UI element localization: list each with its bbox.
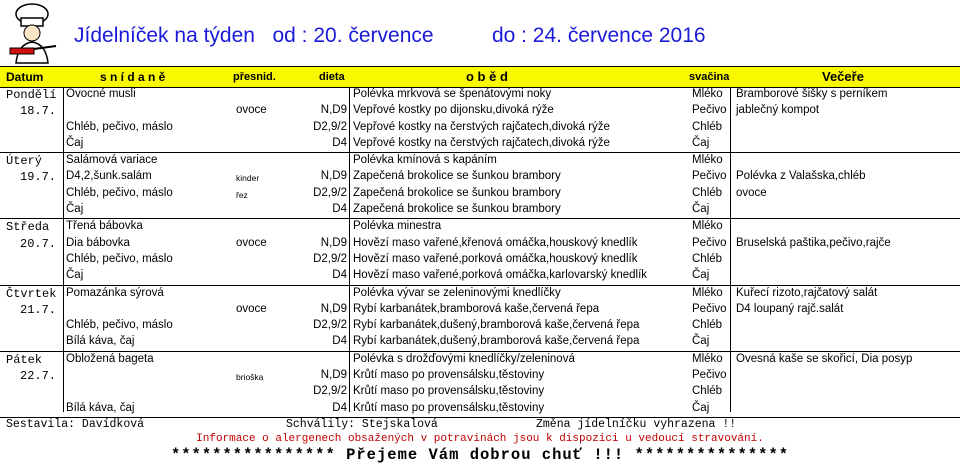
dieta-cell: N,D9 — [320, 236, 347, 249]
dieta-cell: D2,9/2 — [313, 252, 347, 265]
snidane-cell: Čaj — [66, 136, 84, 149]
day-block — [0, 286, 960, 352]
dieta-cell: D4 — [332, 401, 347, 414]
svacina-cell: Chléb — [692, 385, 723, 398]
vecere-cell: jablečný kompot — [736, 104, 820, 117]
snidane-cell: Salámová variace — [66, 154, 158, 167]
svacina-cell: Pečivo — [692, 236, 727, 249]
snidane-cell: Pomazánka sýrová — [66, 286, 164, 299]
day-date: 20.7. — [20, 236, 57, 251]
obed-cell: Krůtí maso po provensálsku,těstoviny — [353, 369, 545, 382]
presnid-cell: kinder — [236, 173, 260, 184]
snidane-cell: Bílá káva, čaj — [66, 335, 135, 348]
column-divider — [349, 87, 350, 412]
snidane-cell: Bílá káva, čaj — [66, 401, 135, 414]
vecere-cell: Polévka z Valašska,chléb — [736, 170, 866, 183]
table-row — [0, 334, 960, 350]
col-obed: o b ě d — [466, 69, 508, 84]
obed-cell: Hovězí maso vařené,porková omáčka,houskový knedlík — [353, 252, 638, 265]
snidane-cell: D4,2,šunk.salám — [66, 170, 152, 183]
dieta-cell: N,D9 — [320, 369, 347, 382]
snidane-cell: Třená bábovka — [66, 220, 143, 233]
col-snidane: s n í d a n ě — [100, 70, 166, 84]
presnid-cell: řez — [236, 189, 248, 200]
table-row — [0, 401, 960, 417]
dieta-cell: N,D9 — [320, 104, 347, 117]
vecere-cell: Kuřecí rizoto,rajčatový salát — [736, 286, 878, 299]
obed-cell: Krůtí maso po provensálsku,těstoviny — [353, 401, 545, 414]
svacina-cell: Mléko — [692, 154, 723, 167]
dieta-cell: D2,9/2 — [313, 120, 347, 133]
snidane-cell: Chléb, pečivo, máslo — [66, 319, 173, 332]
footer-greeting: **************** Přejeme Vám dobrou chuť !!! *************** — [170, 446, 790, 464]
table-row — [0, 252, 960, 268]
table-row — [0, 186, 960, 202]
vecere-cell: Bramborové šišky s perníkem — [736, 88, 888, 100]
dieta-cell: D4 — [332, 269, 347, 282]
obed-cell: Zapečená brokolice se šunkou brambory — [353, 203, 561, 216]
day-date: 22.7. — [20, 369, 57, 384]
day-name: Čtvrtek — [6, 286, 57, 301]
svacina-cell: Pečivo — [692, 104, 727, 117]
dieta-cell: N,D9 — [320, 302, 347, 315]
table-row — [0, 153, 960, 169]
day-name: Pondělí — [6, 88, 57, 102]
col-vecere: Večeře — [822, 69, 864, 84]
vecere-cell: Bruselská paštika,pečivo,rajče — [736, 236, 891, 249]
day-name: Středa — [6, 220, 50, 235]
obed-cell: Vepřové kostky na čerstvých rajčatech,divoká rýže — [353, 120, 610, 133]
dieta-cell: N,D9 — [320, 170, 347, 183]
vecere-cell: ovoce — [736, 186, 767, 199]
obed-cell: Rybí karbanátek,bramborová kaše,červená řepa — [353, 302, 600, 315]
snidane-cell: Ovocné musli — [66, 88, 136, 100]
footer-zmena: Změna jídelníčku vyhrazena !! — [536, 418, 737, 431]
vecere-cell: D4 loupaný rajč.salát — [736, 302, 844, 315]
table-row — [0, 302, 960, 318]
snidane-cell: Chléb, pečivo, máslo — [66, 186, 173, 199]
svacina-cell: Čaj — [692, 136, 710, 149]
snidane-cell: Čaj — [66, 203, 84, 216]
day-name: Pátek — [6, 352, 43, 367]
snidane-cell: Čaj — [66, 269, 84, 282]
svacina-cell: Pečivo — [692, 170, 727, 183]
col-dieta: dieta — [319, 71, 345, 83]
obed-cell: Hovězí maso vařené,porková omáčka,karlovarský knedlík — [353, 269, 648, 282]
obed-cell: Polévka s drožďovými knedlíčky/zeleninová — [353, 352, 575, 365]
menu-table — [0, 87, 960, 418]
day-date: 21.7. — [20, 302, 57, 317]
obed-cell: Polévka vývar se zeleninovými knedlíčky — [353, 286, 561, 299]
presnid-cell: ovoce — [236, 104, 267, 117]
svacina-cell: Pečivo — [692, 302, 727, 315]
svacina-cell: Chléb — [692, 252, 723, 265]
svacina-cell: Pečivo — [692, 369, 727, 382]
svacina-cell: Čaj — [692, 335, 710, 348]
svacina-cell: Chléb — [692, 120, 723, 133]
day-date: 18.7. — [20, 104, 57, 119]
svacina-cell: Čaj — [692, 401, 710, 414]
dieta-cell: D2,9/2 — [313, 186, 347, 199]
svacina-cell: Čaj — [692, 269, 710, 282]
column-divider — [63, 87, 64, 412]
day-block — [0, 352, 960, 418]
obed-cell: Polévka minestra — [353, 220, 442, 233]
col-presnid: přesnid. — [233, 71, 276, 83]
obed-cell: Vepřové kostky na čerstvých rajčatech,divoká rýže — [353, 136, 610, 149]
presnid-cell: ovoce — [236, 302, 267, 315]
table-row — [0, 286, 960, 302]
obed-cell: Hovězí maso vařené,křenová omáčka,houskový knedlík — [353, 236, 638, 249]
obed-cell: Rybí karbanátek,dušený,bramborová kaše,červená řepa — [353, 319, 640, 332]
table-row — [0, 318, 960, 334]
table-row — [0, 120, 960, 136]
obed-cell: Vepřové kostky po dijonsku,divoká rýže — [353, 104, 554, 117]
table-row — [0, 268, 960, 284]
footer-sestavila: Sestavila: Davídková — [6, 418, 145, 431]
obed-cell: Rybí karbanátek,dušený,bramborová kaše,červená řepa — [353, 335, 640, 348]
day-block — [0, 219, 960, 285]
day-block — [0, 153, 960, 219]
svacina-cell: Chléb — [692, 319, 723, 332]
chef-icon — [4, 2, 60, 64]
snidane-cell: Obložená bageta — [66, 352, 154, 365]
page-title: Jídelníček na týden od : 20. července do : 24. července 2016 — [74, 24, 706, 47]
obed-cell: Polévka mrkvová se špenátovými noky — [353, 88, 552, 100]
day-date: 19.7. — [20, 170, 57, 185]
table-row — [0, 202, 960, 218]
table-row — [0, 352, 960, 368]
table-row — [0, 236, 960, 252]
table-row — [0, 169, 960, 185]
dieta-cell: D4 — [332, 136, 347, 149]
snidane-cell: Dia bábovka — [66, 236, 130, 249]
svacina-cell: Čaj — [692, 203, 710, 216]
vecere-cell: Ovesná kaše se skořicí, Dia posyp — [736, 352, 913, 365]
footer-allergen-info: Informace o alergenech obsažených v potravinách jsou k dispozici u vedoucí stravování. — [196, 433, 764, 445]
dieta-cell: D4 — [332, 335, 347, 348]
table-row — [0, 136, 960, 152]
obed-cell: Krůtí maso po provensálsku,těstoviny — [353, 385, 545, 398]
table-row — [0, 368, 960, 384]
snidane-cell: Chléb, pečivo, máslo — [66, 120, 173, 133]
svacina-cell: Mléko — [692, 352, 723, 365]
table-row — [0, 219, 960, 235]
svacina-cell: Mléko — [692, 220, 723, 233]
table-row — [0, 87, 960, 103]
table-header — [0, 66, 960, 88]
dieta-cell: D2,9/2 — [313, 319, 347, 332]
col-datum: Datum — [6, 70, 44, 84]
obed-cell: Zapečená brokolice se šunkou brambory — [353, 170, 561, 183]
obed-cell: Polévka kmínová s kapáním — [353, 154, 497, 167]
presnid-cell: brioška — [236, 372, 264, 383]
day-name: Úterý — [6, 154, 43, 169]
svacina-cell: Chléb — [692, 186, 723, 199]
obed-cell: Zapečená brokolice se šunkou brambory — [353, 186, 561, 199]
table-row — [0, 103, 960, 119]
presnid-cell: ovoce — [236, 236, 267, 249]
svacina-cell: Mléko — [692, 286, 723, 299]
dieta-cell: D2,9/2 — [313, 385, 347, 398]
snidane-cell: Chléb, pečivo, máslo — [66, 252, 173, 265]
col-svacina: svačina — [689, 71, 730, 83]
dieta-cell: D4 — [332, 203, 347, 216]
day-block — [0, 87, 960, 153]
column-divider — [730, 87, 731, 412]
svacina-cell: Mléko — [692, 88, 723, 100]
page-header — [0, 0, 960, 66]
table-row — [0, 384, 960, 400]
footer-schvalily: Schválily: Stejskalová — [286, 418, 438, 431]
